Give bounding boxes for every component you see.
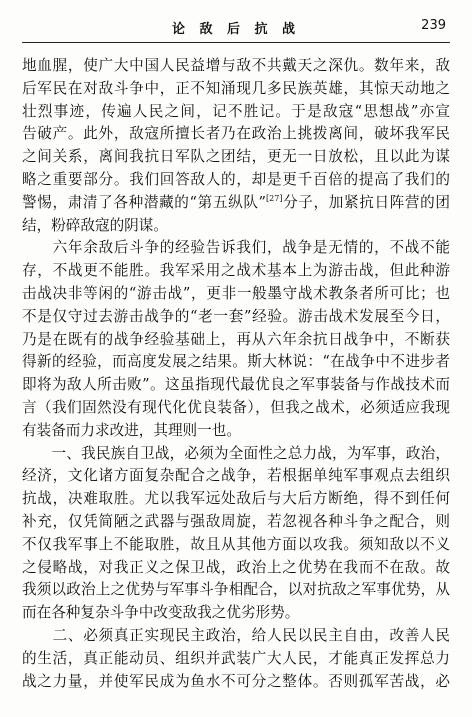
- text-line: [22, 169, 450, 192]
- text-line: [22, 260, 450, 283]
- footnote-marker: [27]: [266, 193, 283, 203]
- text-line: [22, 579, 450, 602]
- line-text: 战之力量，并使军民成为鱼水不可分之整体。否则孤军苦战，必: [22, 672, 450, 690]
- line-text: 言（我们固然没有现代化优良装备），但我之战术，必须适应我现: [22, 398, 450, 416]
- line-text: 击战决非等闲的“游击战”，更非一般墨守战术教条者所可比；也: [22, 284, 450, 302]
- line-text: 后军民在对敌斗争中，正不知涌现几多民族英雄，其惊天动地之: [22, 79, 450, 97]
- text-line: [22, 534, 450, 557]
- line-text: 即将为敌人所击败”。这虽指现代最优良之军事装备与作战技术而: [22, 376, 450, 394]
- text-line: [22, 215, 450, 238]
- text-line: [22, 397, 450, 420]
- line-text: 补充，仅凭简陋之武器与强敌周旋，若忽视各种斗争之配合，则: [22, 512, 450, 530]
- text-line: [22, 55, 450, 78]
- text-line: [22, 123, 450, 146]
- text-line: [22, 488, 450, 511]
- line-text: 略之重要部分。我们回答敌人的，却是更千百倍的提高了我们的: [22, 170, 450, 188]
- line-text-continued: 分子，加紧抗日阵营的团: [282, 193, 450, 211]
- line-text: 告破产。此外，敌寇所擅长者乃在政治上挑拨离间，破坏我军民: [22, 125, 450, 143]
- line-text: 一、我民族自卫战，必须为全面性之总力战，为军事，政治，: [22, 444, 450, 462]
- text-line: [22, 237, 450, 260]
- text-line: [22, 78, 450, 101]
- text-line: [22, 648, 450, 671]
- line-text: 不仅我军事上不能取胜，故且从其他方面以攻我。须知敌以不义: [22, 535, 450, 553]
- text-line: [22, 625, 450, 648]
- line-text: 不是仅守过去游击战争的“老一套”经验。游击战术发展至今日，: [22, 307, 450, 325]
- text-line: [22, 374, 450, 397]
- running-head: [22, 16, 450, 38]
- text-line: [22, 443, 450, 466]
- text-line: [22, 420, 450, 443]
- text-line: [22, 192, 450, 215]
- line-text: 而在各种复杂斗争中改变敌我之优劣形势。: [22, 604, 300, 622]
- line-text: 六年余敌后斗争的经验告诉我们，战争是无情的，不战不能: [22, 239, 450, 257]
- running-title: 论 敌 后 抗 战: [171, 22, 301, 37]
- page-number: 239: [421, 18, 446, 33]
- line-text: 抗战，决难取胜。尤以我军远处敌后与大后方断绝，得不到任何: [22, 490, 450, 508]
- line-text: 乃是在既有的战争经验基础上，再从六年余抗日战争中，不断获: [22, 330, 450, 348]
- line-text: 警惕，肃清了各种潜藏的“第五纵队”: [22, 193, 267, 211]
- text-line: [22, 351, 450, 374]
- text-line: [22, 671, 450, 694]
- line-text: 得新的经验，而高度发展之结果。斯大林说：“在战争中不进步者: [22, 353, 450, 371]
- line-text: 经济，文化诸方面复杂配合之战争，若根据单纯军事观点去组织: [22, 467, 450, 485]
- text-line: [22, 283, 450, 306]
- text-line: [22, 511, 450, 534]
- line-text: 存，不战更不能胜。我军采用之战术基本上为游击战，但此种游: [22, 262, 450, 280]
- line-text: 结，粉碎敌寇的阴谋。: [22, 216, 168, 234]
- line-text: 有装备而力求改进，其理则一也。: [22, 421, 241, 439]
- line-text: 壮烈事迹，传遍人民之间，记不胜记。于是敌寇“思想战”亦宣: [22, 102, 450, 120]
- line-text: 地血腥，使广大中国人民益增与敌不共戴天之深仇。数年来，敌: [22, 57, 450, 74]
- line-text: 二、必须真正实现民主政治，给人民以民主自由，改善人民: [22, 626, 450, 644]
- text-line: [22, 329, 450, 352]
- line-text: 之侵略战，对我正义之保卫战，政治上之优势在我而不在敌。故: [22, 558, 450, 576]
- line-text: 我须以政治上之优势与军事斗争相配合，以对抗敌之军事优势，从: [22, 581, 450, 599]
- line-text: 的生活，真正能动员、组织并武装广大人民，才能真正发挥总力: [22, 649, 450, 667]
- body-text: [22, 55, 450, 693]
- text-line: [22, 465, 450, 488]
- line-text: 之间关系，离间我抗日军队之团结，更无一日放松，且以此为谋: [22, 148, 450, 166]
- text-line: [22, 146, 450, 169]
- header-rule: [22, 42, 450, 43]
- text-line: [22, 306, 450, 329]
- text-line: [22, 602, 450, 625]
- text-line: [22, 101, 450, 124]
- text-line: [22, 557, 450, 580]
